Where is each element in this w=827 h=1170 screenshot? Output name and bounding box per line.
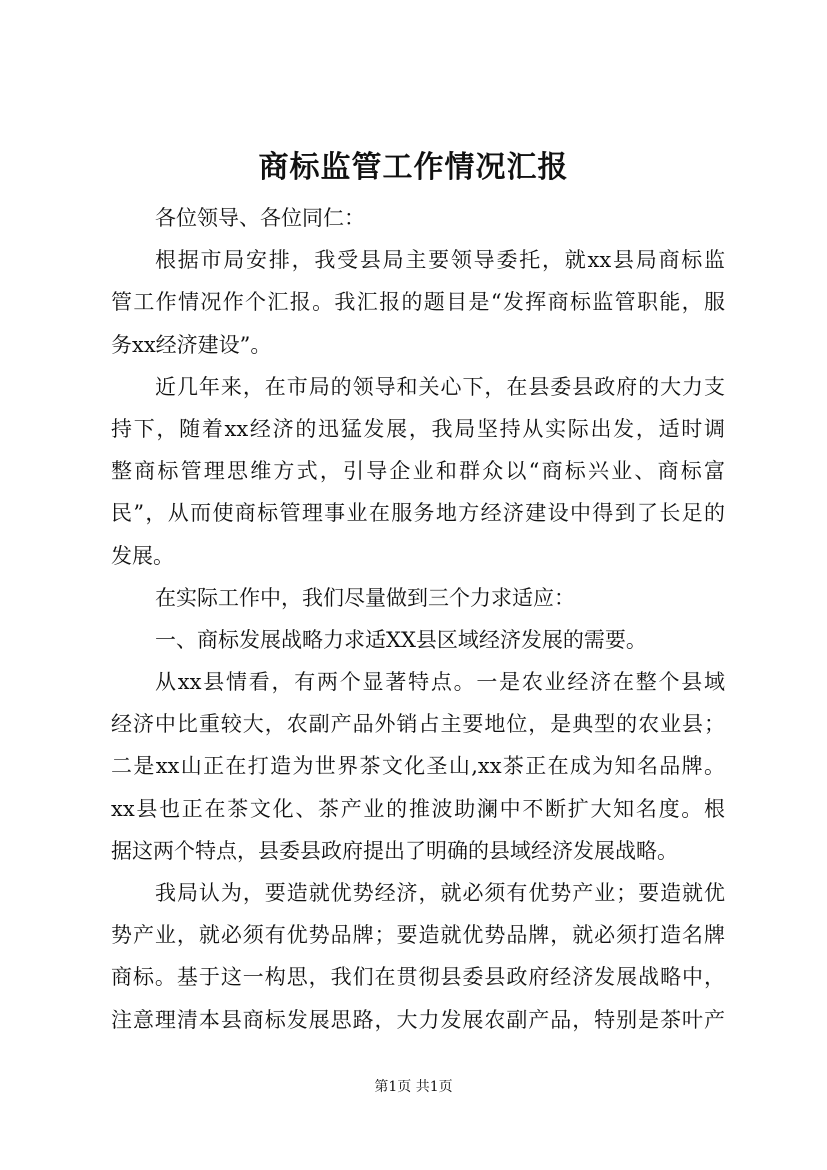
paragraph-line: 从xx县情看，有两个显著特点。一是农业经济在整个县域 (155, 670, 725, 695)
document-title: 商标监管工作情况汇报 (258, 150, 569, 185)
paragraph-line: 务xx经济建设”。 (111, 332, 272, 357)
document-body (111, 197, 725, 1041)
paragraph-line: 二是xx山正在打造为世界茶文化圣山,xx茶正在成为知名品牌。 (111, 754, 725, 779)
paragraph-line: xx县也正在茶文化、茶产业的推波助澜中不断扩大知名度。根 (111, 796, 725, 821)
paragraph-line: 根据市局安排，我受县局主要领导委托，就xx县局商标监 (155, 248, 725, 273)
section-heading: 一、商标发展战略力求适XX县区域经济发展的需要。 (155, 627, 647, 652)
paragraph-line: 注意理清本县商标发展思路，大力发展农副产品，特别是茶叶产 (111, 1007, 725, 1032)
paragraph-line: 近几年来，在市局的领导和关心下，在县委县政府的大力支 (155, 374, 725, 399)
paragraph-line: 商标。基于这一构思，我们在贯彻县委县政府经济发展战略中， (111, 965, 725, 990)
paragraph-line: 我局认为，要造就优势经济，就必须有优势产业；要造就优 (155, 881, 725, 905)
paragraph-line: 持下，随着xx经济的迅猛发展，我局坚持从实际出发，适时调 (111, 416, 725, 441)
paragraph-line: 民”，从而使商标管理事业在服务地方经济建设中得到了长足的 (111, 501, 725, 526)
paragraph-line: 管工作情况作个汇报。我汇报的题目是“发挥商标监管职能，服 (111, 290, 725, 315)
paragraph-line: 发展。 (111, 543, 174, 568)
paragraph-line: 据这两个特点，县委县政府提出了明确的县域经济发展战略。 (111, 838, 678, 863)
paragraph-line: 势产业，就必须有优势品牌；要造就优势品牌，就必须打造名牌 (111, 923, 725, 948)
salutation-line: 各位领导、各位同仁： (155, 206, 365, 230)
paragraph-line: 经济中比重较大，农副产品外销占主要地位，是典型的农业县； (111, 712, 725, 737)
page-footer: 第1页 共1页 (374, 1079, 453, 1095)
paragraph-line: 整商标管理思维方式，引导企业和群众以“商标兴业、商标富 (111, 459, 725, 484)
paragraph-line: 在实际工作中，我们尽量做到三个力求适应： (155, 585, 575, 610)
